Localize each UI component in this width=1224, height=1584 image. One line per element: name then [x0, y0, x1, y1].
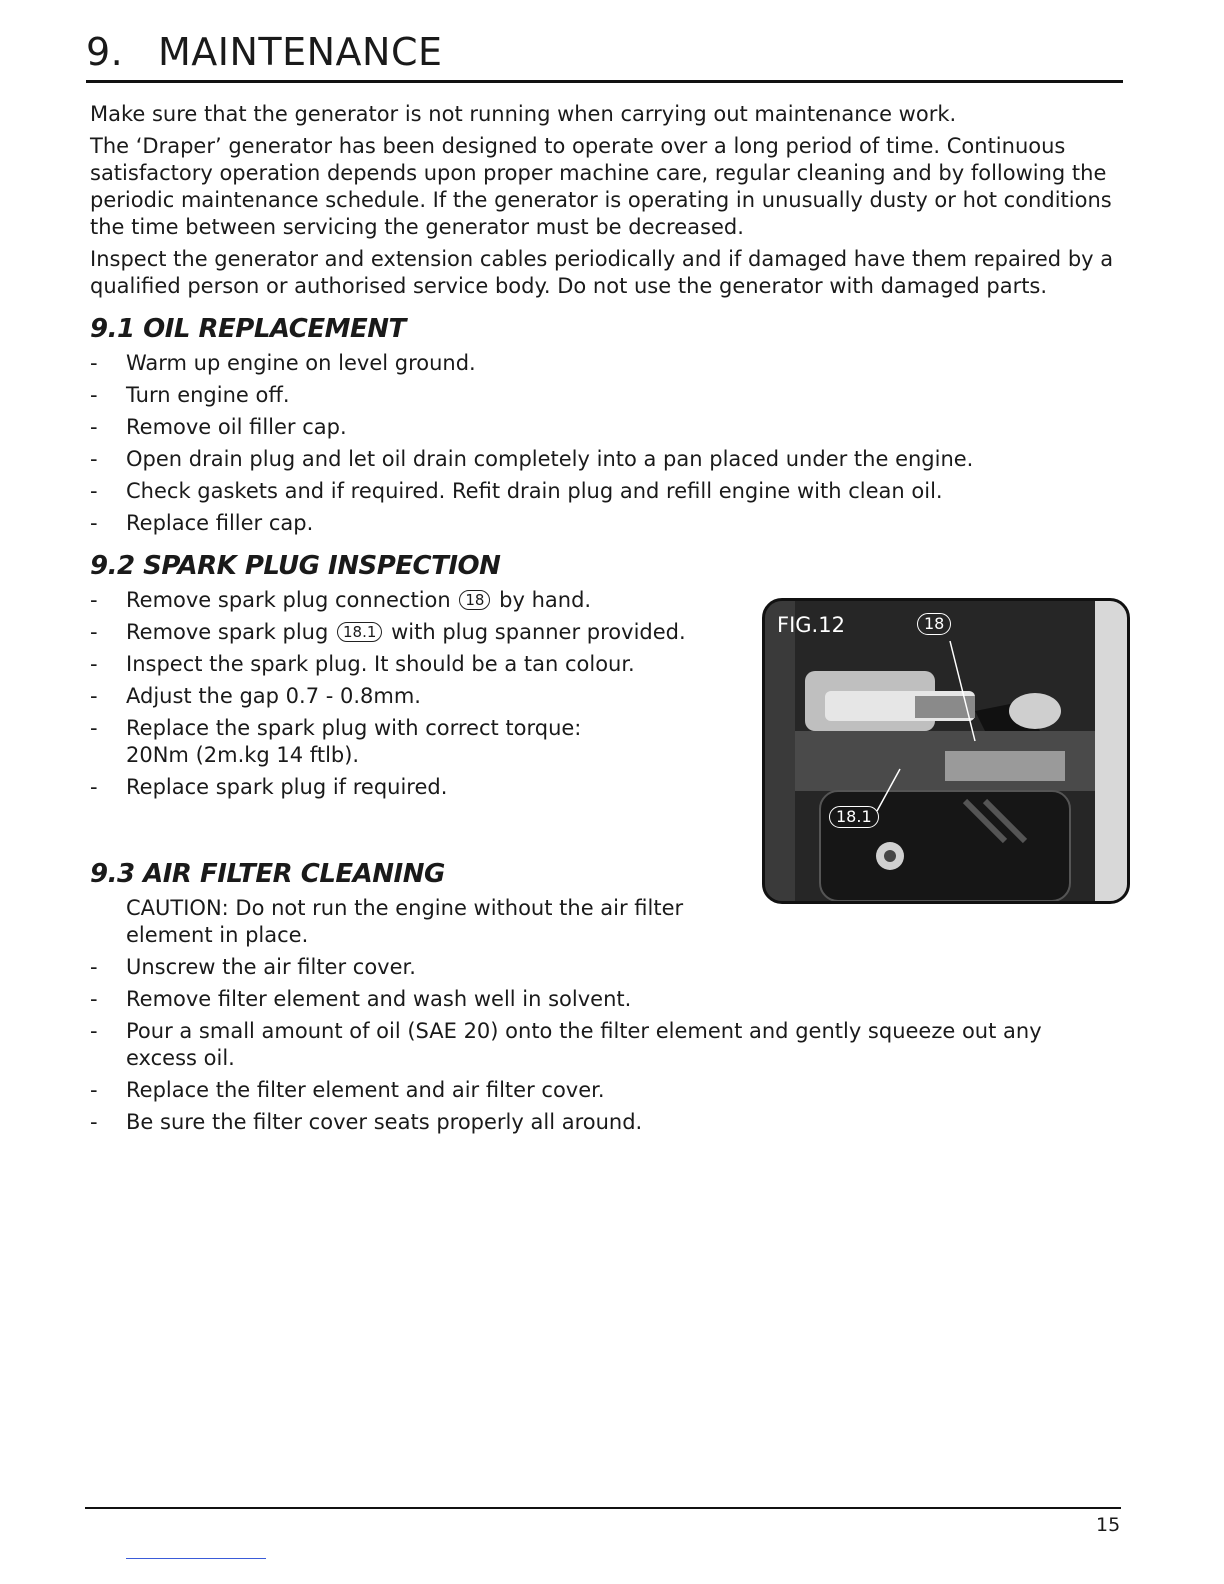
intro-paragraph: Inspect the generator and extension cables periodically and if damaged have them repaired by a qualified person or authorised service body. Do not use the generator with damaged parts. [90, 247, 1114, 298]
list-item: - Open drain plug and let oil drain completely into a pan placed under the engine. [90, 447, 974, 471]
spark-plug-heading: 9.2 SPARK PLUG INSPECTION [90, 551, 501, 581]
list-item: - Turn engine off. [90, 383, 290, 407]
callout-18-1: 18.1 [337, 622, 382, 642]
list-item: - Inspect the spark plug. It should be a tan colour. [90, 652, 635, 676]
intro-paragraph: The ‘Draper’ generator has been designed to operate over a long period of time. Continuous satisfactory operation depends upon proper machine care, regular cleaning and by following the periodic maintenance schedule. If the generator is operating in unusually dusty or hot conditions the time between servicing the generator must be decreased. [90, 134, 1112, 239]
list-item: - Check gaskets and if required. Refit drain plug and refill engine with clean oil. [90, 479, 943, 503]
air-filter-heading: 9.3 AIR FILTER CLEANING [90, 859, 445, 889]
list-item: - Unscrew the air filter cover. [90, 955, 416, 979]
figure-12 [762, 598, 1130, 904]
oil-replacement-heading: 9.1 OIL REPLACEMENT [90, 314, 406, 344]
intro-paragraph: Make sure that the generator is not running when carrying out maintenance work. [90, 102, 957, 126]
air-filter-steps [88, 954, 1123, 1136]
list-item: - Replace the spark plug with correct torque: 20Nm (2m.kg 14 ftlb). [90, 716, 582, 767]
page-content [88, 30, 1123, 1141]
footer-divider [85, 1507, 1121, 1509]
figure-callout-18: 18 [917, 613, 951, 635]
callout-18: 18 [459, 590, 490, 610]
list-item: - Remove spark plug 18.1 with plug spanner provided. [90, 620, 686, 644]
page-title [86, 30, 1123, 83]
engine-photo-illustration [765, 601, 1127, 901]
list-item: - Warm up engine on level ground. [90, 351, 476, 375]
list-item: - Replace the filter element and air filter cover. [90, 1078, 605, 1102]
figure-label: FIG.12 [777, 613, 845, 637]
list-item: - Replace filler cap. [90, 511, 314, 535]
figure-callout-18-1: 18.1 [829, 806, 879, 828]
list-item: - Remove oil filler cap. [90, 415, 347, 439]
page-number: 15 [1096, 1514, 1121, 1536]
section-number: 9. [86, 30, 124, 74]
list-item: - Replace spark plug if required. [90, 775, 448, 799]
list-item: - Remove spark plug connection 18 by hand. [90, 588, 592, 612]
link-underline [126, 1558, 266, 1559]
caution-note: CAUTION: Do not run the engine without the air filter element in place. [126, 896, 684, 947]
list-item: - Pour a small amount of oil (SAE 20) onto the filter element and gently squeeze out any excess oil. [90, 1019, 1042, 1070]
oil-replacement-steps [88, 350, 1123, 537]
list-item: - Be sure the filter cover seats properly all around. [90, 1110, 643, 1134]
list-item: - Remove filter element and wash well in solvent. [90, 987, 632, 1011]
list-item: - Adjust the gap 0.7 - 0.8mm. [90, 684, 421, 708]
section-title: MAINTENANCE [158, 30, 443, 74]
